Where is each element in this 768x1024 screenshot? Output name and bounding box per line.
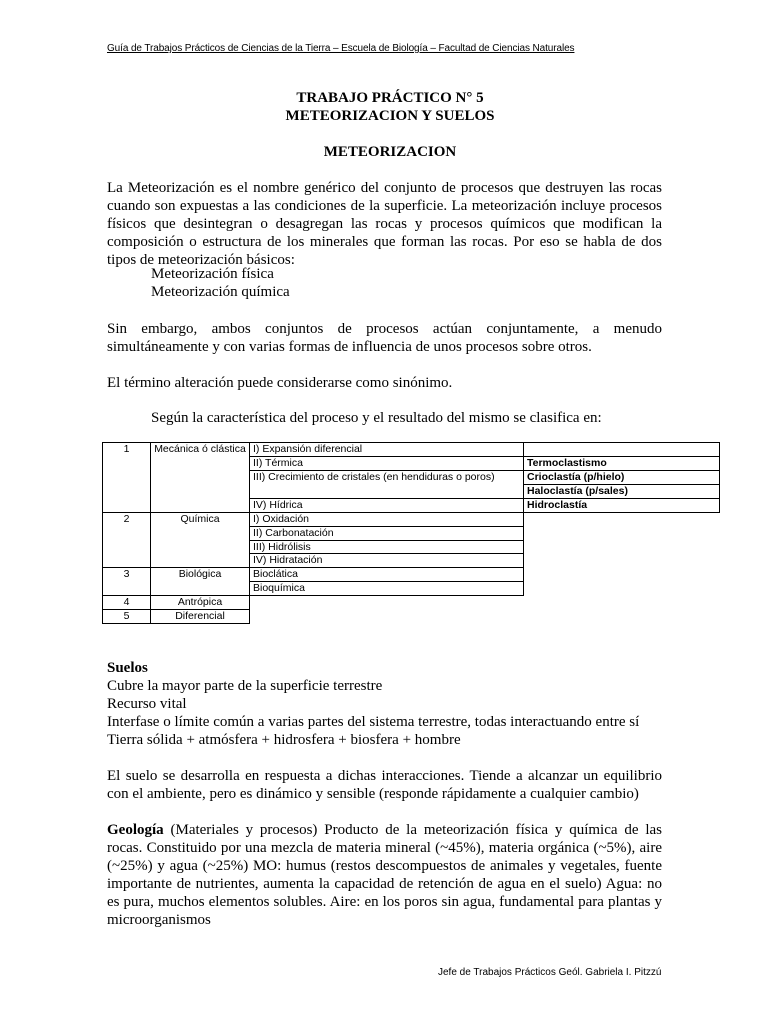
- process-cell: IV) Hídrica: [250, 499, 524, 513]
- result-cell: Termoclastismo: [524, 456, 720, 470]
- text-line: El suelo se desarrolla en respuesta a dichas interacciones. Tiende a alcanzar un equilibrio: [107, 768, 662, 784]
- text-line: [107, 821, 662, 839]
- text-line: importante de nutrientes, aumenta la capacidad de retención de agua en el suelo) Agua: no: [107, 876, 662, 892]
- result-cell-split: [524, 470, 720, 499]
- title-line-1: TRABAJO PRÁCTICO N° 5: [296, 90, 484, 106]
- process-cell: II) Carbonatación: [250, 526, 524, 540]
- process-cell: IV) Hidratación: [250, 554, 524, 568]
- text-line: con el ambiente, pero es dinámico y sensible (responde rápidamente a cualquier cambio): [107, 786, 639, 802]
- paragraph-2: [107, 320, 662, 356]
- process-cell: II) Térmica: [250, 456, 524, 470]
- section-title: METEORIZACION: [323, 144, 457, 160]
- text-line: La Meteorización es el nombre genérico del conjunto de procesos que destruyen las rocas: [107, 180, 662, 196]
- text-line: (~25%) y agua (~25%) MO: humus (restos descompuestos de animales y vegetales, fuente: [107, 858, 662, 874]
- geologia-label: Geología: [107, 822, 164, 838]
- classification-table: [102, 442, 720, 624]
- row-number: 2: [103, 512, 151, 567]
- text-line: tipos de meteorización básicos:: [107, 252, 295, 268]
- table-row: [103, 512, 720, 526]
- process-cell: Bioquímica: [250, 581, 524, 595]
- result-cell: Hidroclastía: [524, 499, 720, 513]
- text-line: Sin embargo, ambos conjuntos de procesos actúan conjuntamente, a menudo: [107, 321, 662, 337]
- row-number: 4: [103, 595, 151, 609]
- text-line: físicos que desintegran o desagregan las rocas y procesos químicos que modifican la: [107, 216, 662, 232]
- text-line: simultáneamente y con varias formas de influencia de unos procesos sobre otros.: [107, 339, 592, 355]
- process-cell: I) Oxidación: [250, 512, 524, 526]
- paragraph-5: [107, 767, 662, 803]
- weathering-type: Diferencial: [151, 609, 250, 623]
- process-cell: Bioclática: [250, 568, 524, 582]
- type-chemical: Meteorización química: [151, 284, 290, 300]
- result-cell: Haloclastía (p/sales): [527, 484, 628, 497]
- process-cell: III) Hidrólisis: [250, 540, 524, 554]
- title-line-2: METEORIZACION Y SUELOS: [285, 108, 495, 124]
- suelos-line: Tierra sólida + atmósfera + hidrosfera + biosfera + hombre: [107, 732, 461, 748]
- suelos-line: Cubre la mayor parte de la superficie terrestre: [107, 678, 383, 694]
- type-physical: Meteorización física: [151, 266, 274, 282]
- table-row: [103, 443, 720, 457]
- weathering-type: Mecánica ó clástica: [151, 443, 250, 513]
- geologia-paragraph: [107, 821, 662, 929]
- result-cell: Crioclastía (p/hielo): [524, 471, 719, 485]
- suelos-line: Recurso vital: [107, 696, 187, 712]
- geologia-first-line: (Materiales y procesos) Producto de la meteorización física y química de las: [163, 822, 662, 838]
- intro-paragraph: [107, 179, 662, 269]
- text-line: rocas. Constituido por una mezcla de materia mineral (~45%), materia orgánica (~5%), aire: [107, 840, 662, 856]
- page-footer: Jefe de Trabajos Prácticos Geól. Gabriela I. Pitzzú: [438, 967, 662, 978]
- weathering-type: Química: [151, 512, 250, 567]
- page-header: Guía de Trabajos Prácticos de Ciencias de la Tierra – Escuela de Biología – Facultad de Ciencias Naturales: [107, 43, 575, 54]
- weathering-type: Antrópica: [151, 595, 250, 609]
- row-number: 1: [103, 443, 151, 513]
- suelos-title: Suelos: [107, 660, 148, 676]
- process-cell: I) Expansión diferencial: [250, 443, 524, 457]
- weathering-type: Biológica: [151, 568, 250, 596]
- text-line: composición o estructura de los minerales que forman las rocas. Por eso se habla de dos: [107, 234, 662, 250]
- result-cell: [524, 443, 720, 457]
- suelos-line: Interfase o límite común a varias partes del sistema terrestre, todas interactuando entre sí: [107, 714, 640, 730]
- row-number: 3: [103, 568, 151, 596]
- process-cell: III) Crecimiento de cristales (en hendiduras o poros): [250, 470, 524, 499]
- text-line: microorganismos: [107, 912, 211, 928]
- text-line: es pura, muchos elementos solubles. Aire: en los poros sin agua, fundamental para plantas y: [107, 894, 662, 910]
- paragraph-4: Según la característica del proceso y el resultado del mismo se clasifica en:: [151, 410, 602, 426]
- text-line: cuando son expuestas a las condiciones de la superficie. La meteorización incluye procesos: [107, 198, 662, 214]
- row-number: 5: [103, 609, 151, 623]
- paragraph-3: El término alteración puede considerarse como sinónimo.: [107, 375, 453, 391]
